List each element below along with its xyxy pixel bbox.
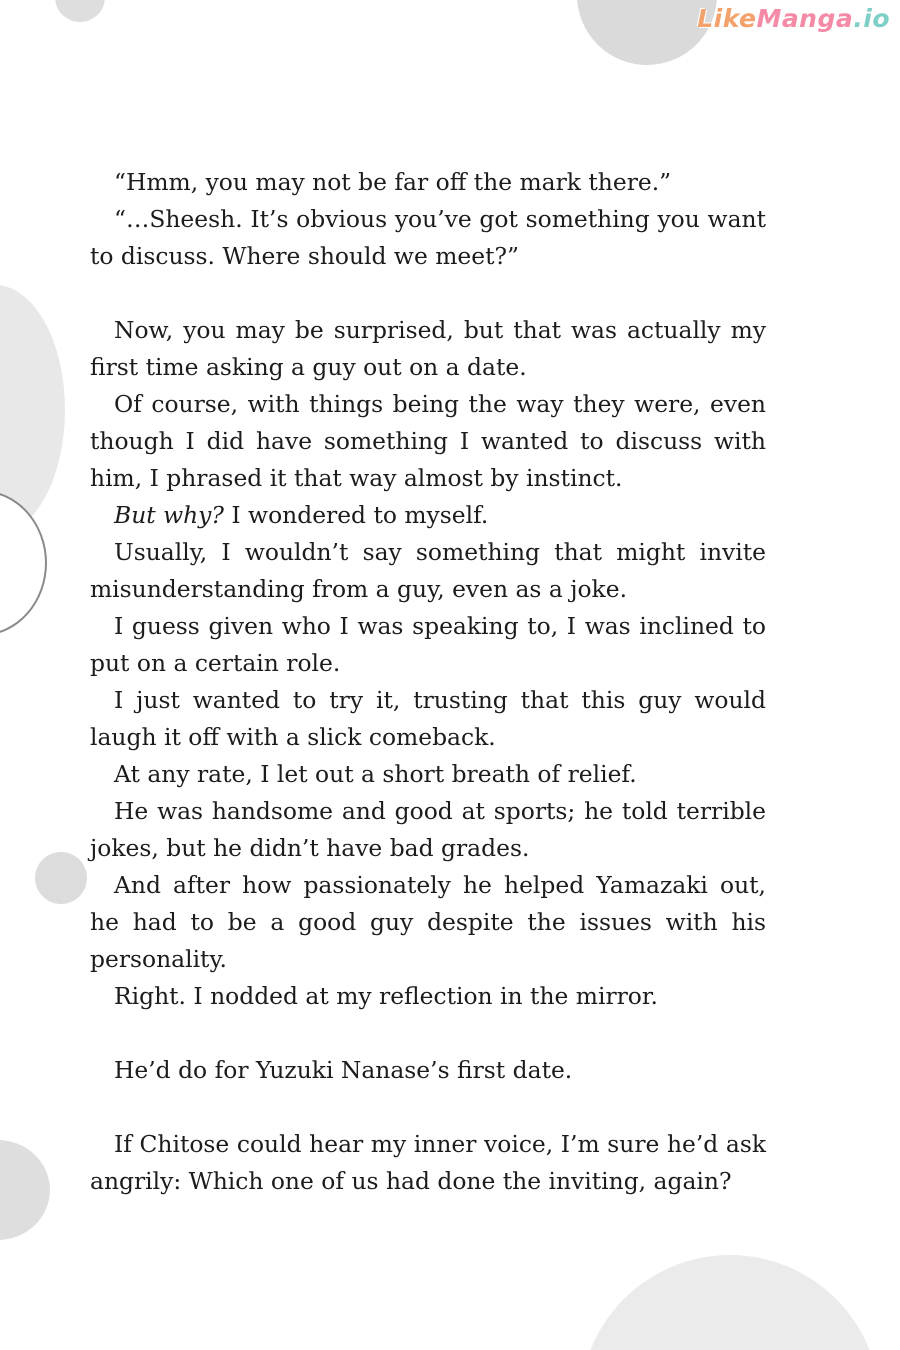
paragraph: He’d do for Yuzuki Nanase’s first date. (114, 1056, 573, 1084)
decorative-circle (0, 1140, 50, 1240)
decorative-circle (580, 1255, 880, 1350)
watermark-part: .io (853, 4, 890, 33)
paragraph: At any rate, I let out a short breath of relief. (114, 760, 637, 788)
watermark-part: Manga (756, 4, 854, 33)
paragraph-rest: I wondered to myself. (223, 501, 489, 529)
paragraph: And after how passionately he helped Yamazaki out, he had to be a good guy despite the issues with his personality. (90, 871, 766, 973)
paragraph: Usually, I wouldn’t say something that might invite misunderstanding from a guy, even as a joke. (90, 538, 766, 603)
paragraph: Now, you may be surprised, but that was actually my first time asking a guy out on a date. (90, 316, 766, 381)
decorative-circle (55, 0, 105, 22)
decorative-circle (577, 0, 717, 65)
paragraph (90, 497, 766, 534)
paragraph: I guess given who I was speaking to, I was inclined to put on a certain role. (90, 612, 766, 677)
paragraph: If Chitose could hear my inner voice, I’m sure he’d ask angrily: Which one of us had done the inviting, again? (90, 1130, 766, 1195)
paragraph: I just wanted to try it, trusting that this guy would laugh it off with a slick comeback. (90, 686, 766, 751)
paragraph: “Hmm, you may not be far off the mark there.” (114, 168, 672, 196)
paragraph: “…Sheesh. It’s obvious you’ve got something you want to discuss. Where should we meet?” (90, 205, 766, 270)
decorative-ring (0, 490, 47, 636)
watermark-part: Like (697, 4, 757, 33)
paragraph: Of course, with things being the way they were, even though I did have something I wanted to discuss with him, I phrased it that way almost by instinct. (90, 390, 766, 492)
decorative-circle (35, 852, 87, 904)
paragraph: Right. I nodded at my reflection in the mirror. (114, 982, 658, 1010)
italic-phrase: But why? (114, 501, 224, 529)
story-text (90, 164, 766, 1200)
paragraph: He was handsome and good at sports; he told terrible jokes, but he didn’t have bad grades. (90, 797, 766, 862)
site-watermark (697, 4, 890, 33)
